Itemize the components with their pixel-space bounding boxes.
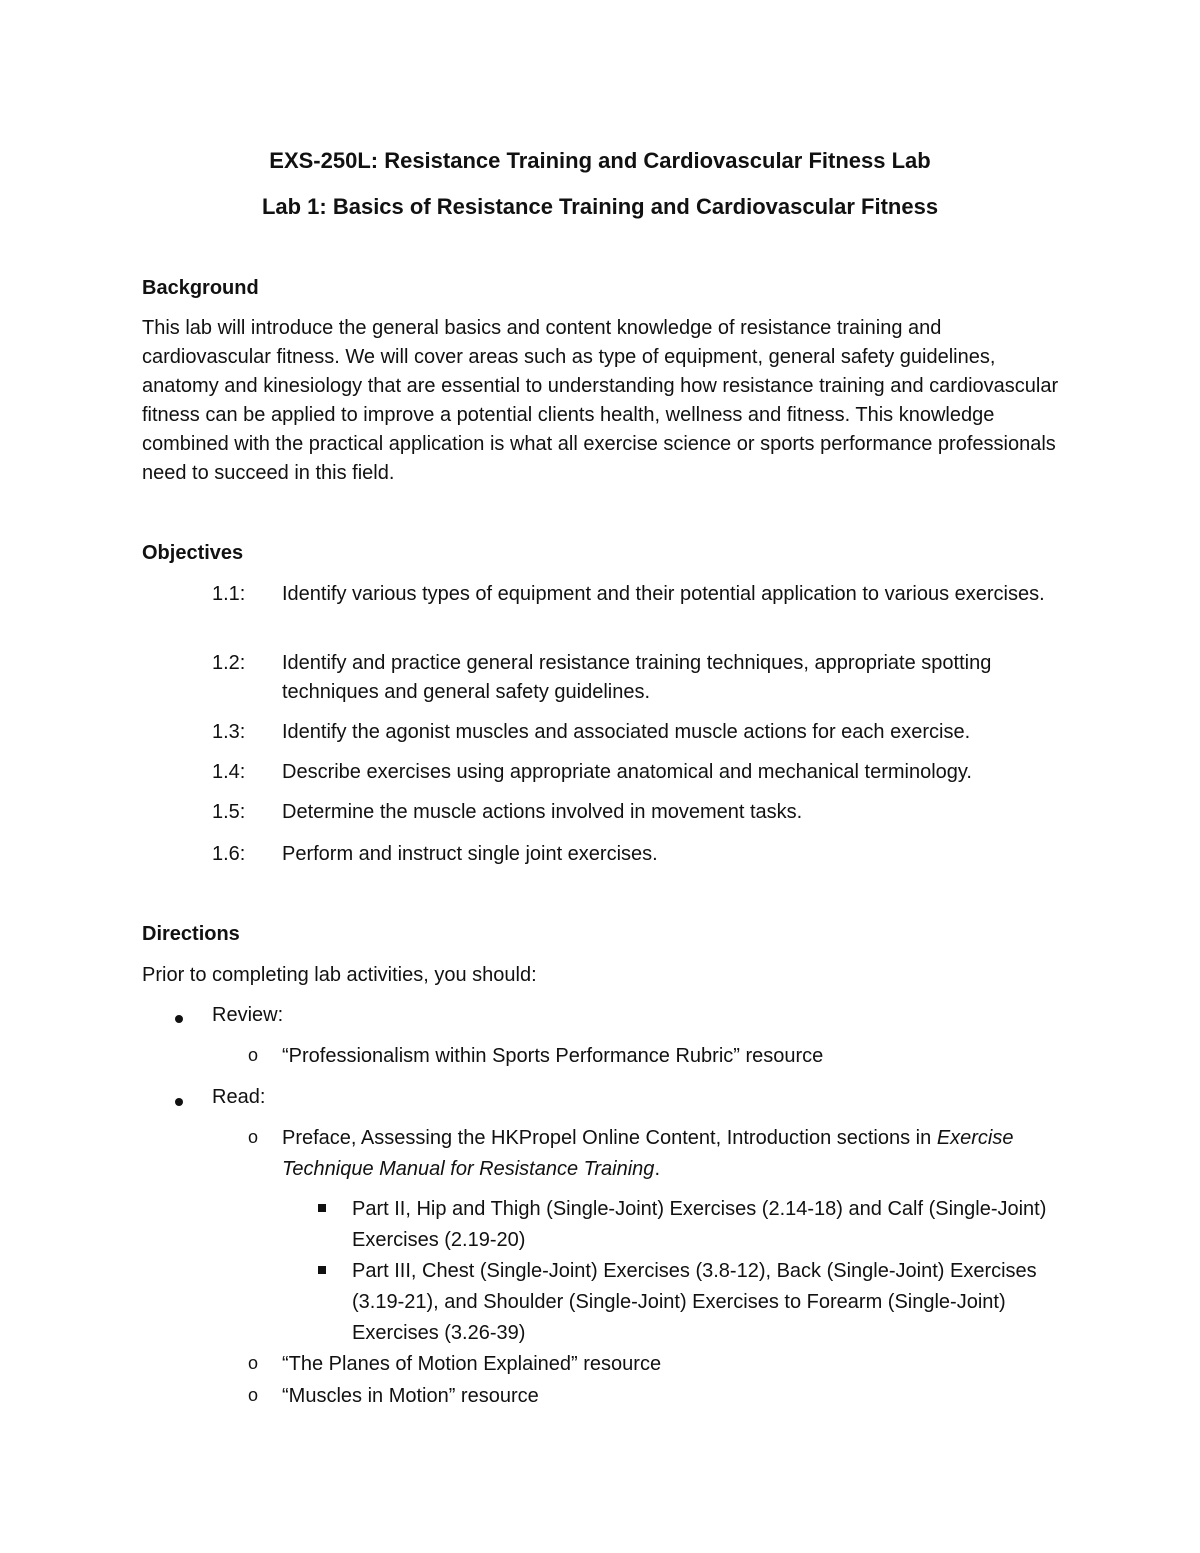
- sub-item-part-ii: Part II, Hip and Thigh (Single-Joint) Exercises (2.14-18) and Calf (Single-Joint) Exercises (2.19-20): [352, 1198, 1047, 1251]
- objective-number: 1.1:: [212, 583, 246, 605]
- objective-text: Identify various types of equipment and their potential application to various exercises.: [282, 583, 1045, 605]
- objectives-heading: Objectives: [142, 542, 244, 564]
- read-item-preface-text: Preface, Assessing the HKPropel Online Content, Introduction sections in: [282, 1127, 937, 1149]
- objective-number: 1.4:: [212, 761, 246, 783]
- circle-bullet-icon: o: [248, 1045, 259, 1065]
- objective-text: Perform and instruct single joint exercises.: [282, 843, 658, 865]
- objective-text: Identify the agonist muscles and associated muscle actions for each exercise.: [282, 721, 971, 743]
- read-item-planes: “The Planes of Motion Explained” resource: [282, 1353, 662, 1375]
- directions-intro: Prior to completing lab activities, you should:: [142, 964, 537, 986]
- objective-number: 1.5:: [212, 801, 246, 823]
- bullet-icon: [172, 1087, 186, 1101]
- review-item: “Professionalism within Sports Performance Rubric” resource: [282, 1045, 824, 1067]
- objective-number: 1.3:: [212, 721, 246, 743]
- read-label: Read:: [212, 1086, 266, 1108]
- read-item-preface-end: .: [654, 1158, 660, 1180]
- sub-item-part-iii: Part III, Chest (Single-Joint) Exercises (3.8-12), Back (Single-Joint) Exercises (3.19-21), and Shoulder (Single-Joint) Exercises to Forearm (Single-Joint) Exercises (3.26-39): [352, 1260, 1037, 1344]
- bullet-icon: [172, 1004, 186, 1018]
- background-paragraph: This lab will introduce the general basics and content knowledge of resistance training and cardiovascular fitness. We will cover areas such as type of equipment, general safety guidelines, anatomy and kinesiology that are essential to understanding how resistance training and cardiovascular fitness can be applied to improve a potential clients health, wellness and fitness. This knowledge combined with the practical application is what all exercise science or sports performance professionals need to succeed in this field.: [142, 317, 1059, 484]
- objective-text: Determine the muscle actions involved in movement tasks.: [282, 801, 803, 823]
- review-label: Review:: [212, 1004, 284, 1026]
- background-heading: Background: [142, 277, 259, 299]
- directions-heading: Directions: [142, 923, 240, 945]
- book-title: Exercise Technique Manual for Resistance Training: [282, 1127, 1014, 1180]
- document-subtitle: Lab 1: Basics of Resistance Training and Cardiovascular Fitness: [261, 194, 939, 219]
- objective-text: Identify and practice general resistance training techniques, appropriate spotting techniques and general safety guidelines.: [282, 652, 992, 703]
- read-item-preface: [282, 1123, 1062, 1185]
- objective-text: Describe exercises using appropriate anatomical and mechanical terminology.: [282, 761, 972, 783]
- square-bullet-icon: [318, 1204, 326, 1212]
- document-title: EXS-250L: Resistance Training and Cardiovascular Fitness Lab: [269, 148, 931, 173]
- objective-number: 1.2:: [212, 652, 246, 674]
- circle-bullet-icon: o: [248, 1127, 259, 1147]
- circle-bullet-icon: o: [248, 1385, 259, 1405]
- square-bullet-icon: [318, 1266, 326, 1274]
- read-item-muscles: “Muscles in Motion” resource: [282, 1385, 539, 1407]
- objective-number: 1.6:: [212, 843, 246, 865]
- circle-bullet-icon: o: [248, 1353, 259, 1373]
